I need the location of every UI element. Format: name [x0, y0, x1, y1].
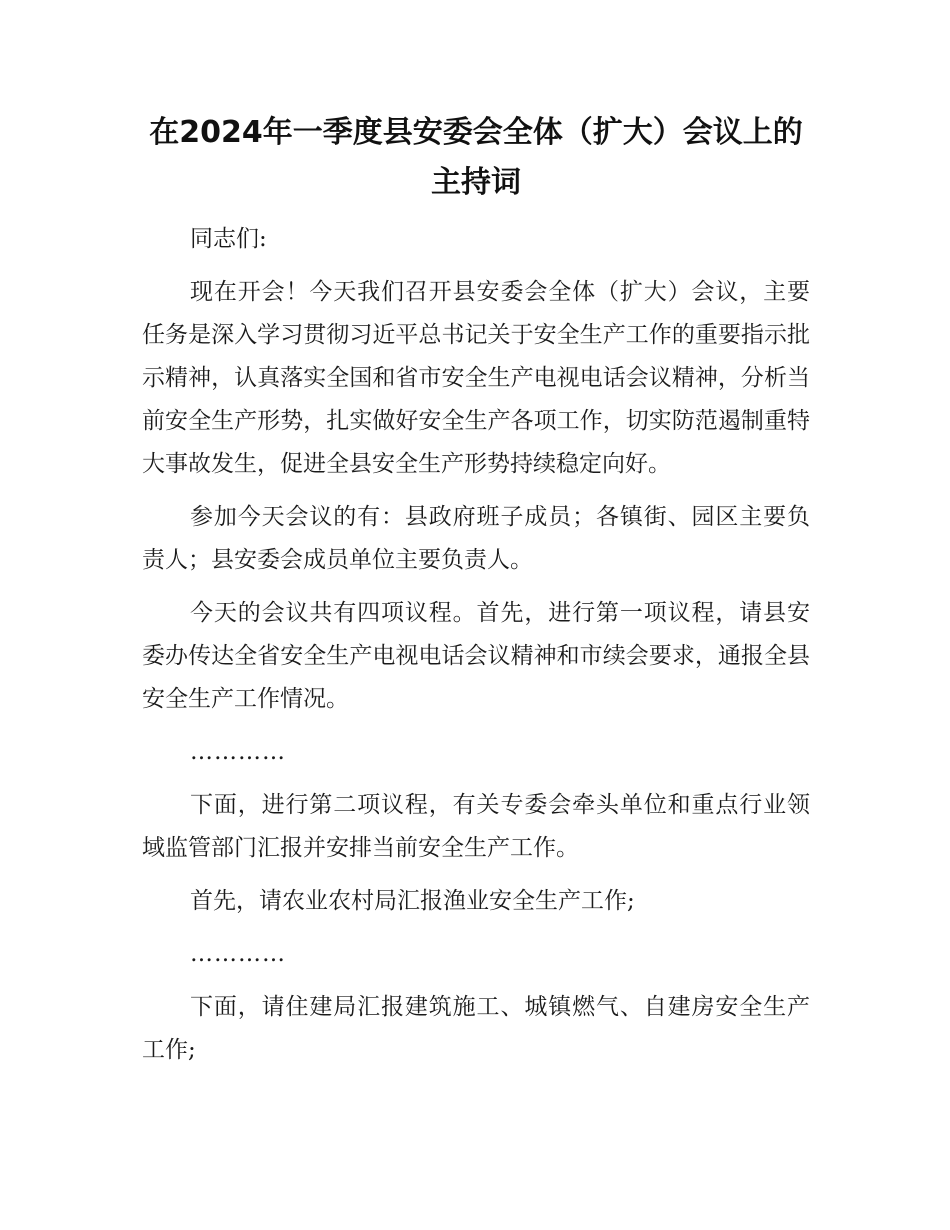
salutation: 同志们: [190, 226, 267, 252]
document-body [142, 218, 810, 1082]
agenda-paragraph: 今天的会议共有四项议程。首先，进行第一项议程，请县安委办传达全省安全生产电视电话会议精神和市续会要求，通报全县安全生产工作情况。 [142, 600, 810, 712]
opening-paragraph: 现在开会！今天我们召开县安委会全体（扩大）会议，主要任务是深入学习贯彻习近平总书记关于安全生产工作的重要指示批示精神，认真落实全国和省市安全生产电视电话会议精神，分析当前安全生产形势，扎实做好安全生产各项工作，切实防范遏制重特大事故发生，促进全县安全生产形势持续稳定向好。 [142, 279, 810, 477]
housing-report-paragraph: 下面，请住建局汇报建筑施工、城镇燃气、自建房安全生产工作; [142, 994, 810, 1063]
ellipsis-paragraph: ………… [190, 941, 286, 967]
agriculture-report-paragraph: 首先，请农业农村局汇报渔业安全生产工作; [190, 888, 635, 914]
second-agenda-paragraph: 下面，进行第二项议程，有关专委会牵头单位和重点行业领域监管部门汇报并安排当前安全生产工作。 [142, 792, 810, 861]
document-title: 在2024年一季度县安委会全体（扩大）会议上的主持词 [149, 115, 803, 200]
attendees-paragraph: 参加今天会议的有：县政府班子成员；各镇街、园区主要负责人；县安委会成员单位主要负责人。 [142, 504, 810, 573]
ellipsis-paragraph: ………… [190, 739, 286, 765]
